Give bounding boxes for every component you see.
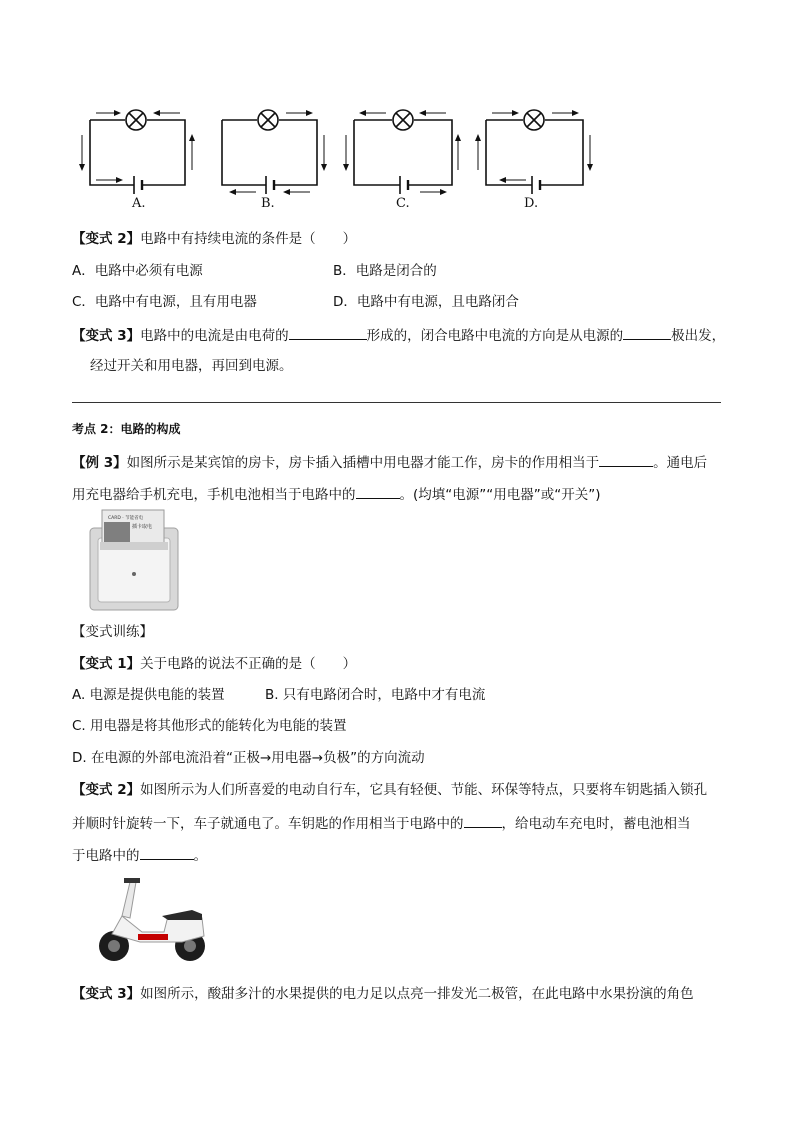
circuit-c [346, 110, 458, 194]
section-title: 考点 2：电路的构成 [72, 422, 181, 436]
question-text-line3a: 于电路中的 [72, 848, 140, 864]
section-divider [72, 402, 721, 403]
question-text: 如图所示，酸甜多汁的水果提供的电力足以点亮一排发光二极管，在此电路中水果扮演的角色 [140, 986, 694, 1002]
circuit-label-d: D. [524, 196, 539, 211]
option-a: A. 电源是提供电能的装置 [72, 687, 225, 703]
option-a: A．电路中必须有电源 [72, 263, 203, 279]
example-3-line2 [72, 484, 601, 504]
question-tag: 【变式 1】 [72, 656, 141, 672]
question-variant2-b-line3 [72, 845, 207, 865]
circuit-label-b: B. [261, 196, 275, 211]
circuit-label-a: A. [132, 196, 146, 211]
circuit-b [222, 110, 324, 194]
example-3 [72, 452, 707, 472]
question-text-part2: 形成的，闭合电路中电流的方向是从电源的 [366, 328, 624, 344]
answer-blank[interactable] [464, 813, 502, 828]
option-d: D. 在电源的外部电流沿着“正极→用电器→负极”的方向流动 [72, 750, 425, 766]
question-text-line1: 如图所示为人们所喜爱的电动自行车，它具有轻便、节能、环保等特点，只要将车钥匙插入锁孔 [140, 782, 708, 798]
card-text-top: CARD · 节能省电 [108, 516, 144, 521]
question-text-part4: 。(均填“电源”“用电器”或“开关”) [399, 487, 601, 503]
question-text: 关于电路的说法不正确的是（ ） [140, 656, 357, 672]
question-tag: 【变式 3】 [72, 986, 141, 1002]
circuit-a [82, 110, 192, 194]
option-c: C．电路中有电源，且有用电器 [72, 294, 257, 310]
question-text-part1: 电路中的电流是由电荷的 [140, 328, 289, 344]
question-tag: 【变式 2】 [72, 231, 141, 247]
question-text-part3: 用充电器给手机充电，手机电池相当于电路中的 [72, 487, 356, 503]
question-text-part2: 。通电后 [653, 455, 708, 471]
answer-blank[interactable] [356, 484, 400, 499]
question-text: 电路中有持续电流的条件是（ ） [140, 231, 357, 247]
option-b: B. 只有电路闭合时，电路中才有电流 [265, 687, 486, 703]
option-c: C. 用电器是将其他形式的能转化为电能的装置 [72, 718, 347, 734]
option-d: D．电路中有电源，且电路闭合 [333, 294, 519, 310]
question-variant2-b [72, 781, 707, 799]
card-text-main: 插卡取电 [132, 524, 153, 530]
circuit-diagrams [60, 100, 600, 200]
question-variant1 [72, 655, 356, 673]
answer-blank[interactable] [140, 845, 194, 860]
question-variant3-a [72, 325, 725, 345]
question-tag: 【例 3】 [72, 455, 127, 471]
question-text-part4: 经过开关和用电器，再回到电源。 [90, 358, 293, 374]
option-b: B．电路是闭合的 [333, 263, 437, 279]
answer-blank[interactable] [623, 325, 671, 340]
circuit-label-c: C. [396, 196, 410, 211]
question-text-line2a: 并顺时针旋转一下，车子就通电了。车钥匙的作用相当于电路中的 [72, 816, 464, 832]
question-text-part3: 极出发， [671, 328, 726, 344]
question-text-line3b: 。 [193, 848, 207, 864]
answer-blank[interactable] [289, 325, 367, 340]
room-card-image [88, 508, 180, 612]
question-tag: 【变式 2】 [72, 782, 141, 798]
question-variant2-b-line2 [72, 813, 691, 833]
question-variant3-b [72, 985, 694, 1003]
variant-training-title: 【变式训练】 [72, 624, 153, 640]
question-variant2-a [72, 230, 356, 248]
circuit-d [478, 110, 590, 194]
answer-blank[interactable] [599, 452, 653, 467]
question-text-part1: 如图所示是某宾馆的房卡，房卡插入插槽中用电器才能工作，房卡的作用相当于 [126, 455, 600, 471]
electric-scooter-image [92, 876, 212, 966]
question-text-line2b: ，给电动车充电时，蓄电池相当 [501, 816, 691, 832]
question-tag: 【变式 3】 [72, 328, 141, 344]
